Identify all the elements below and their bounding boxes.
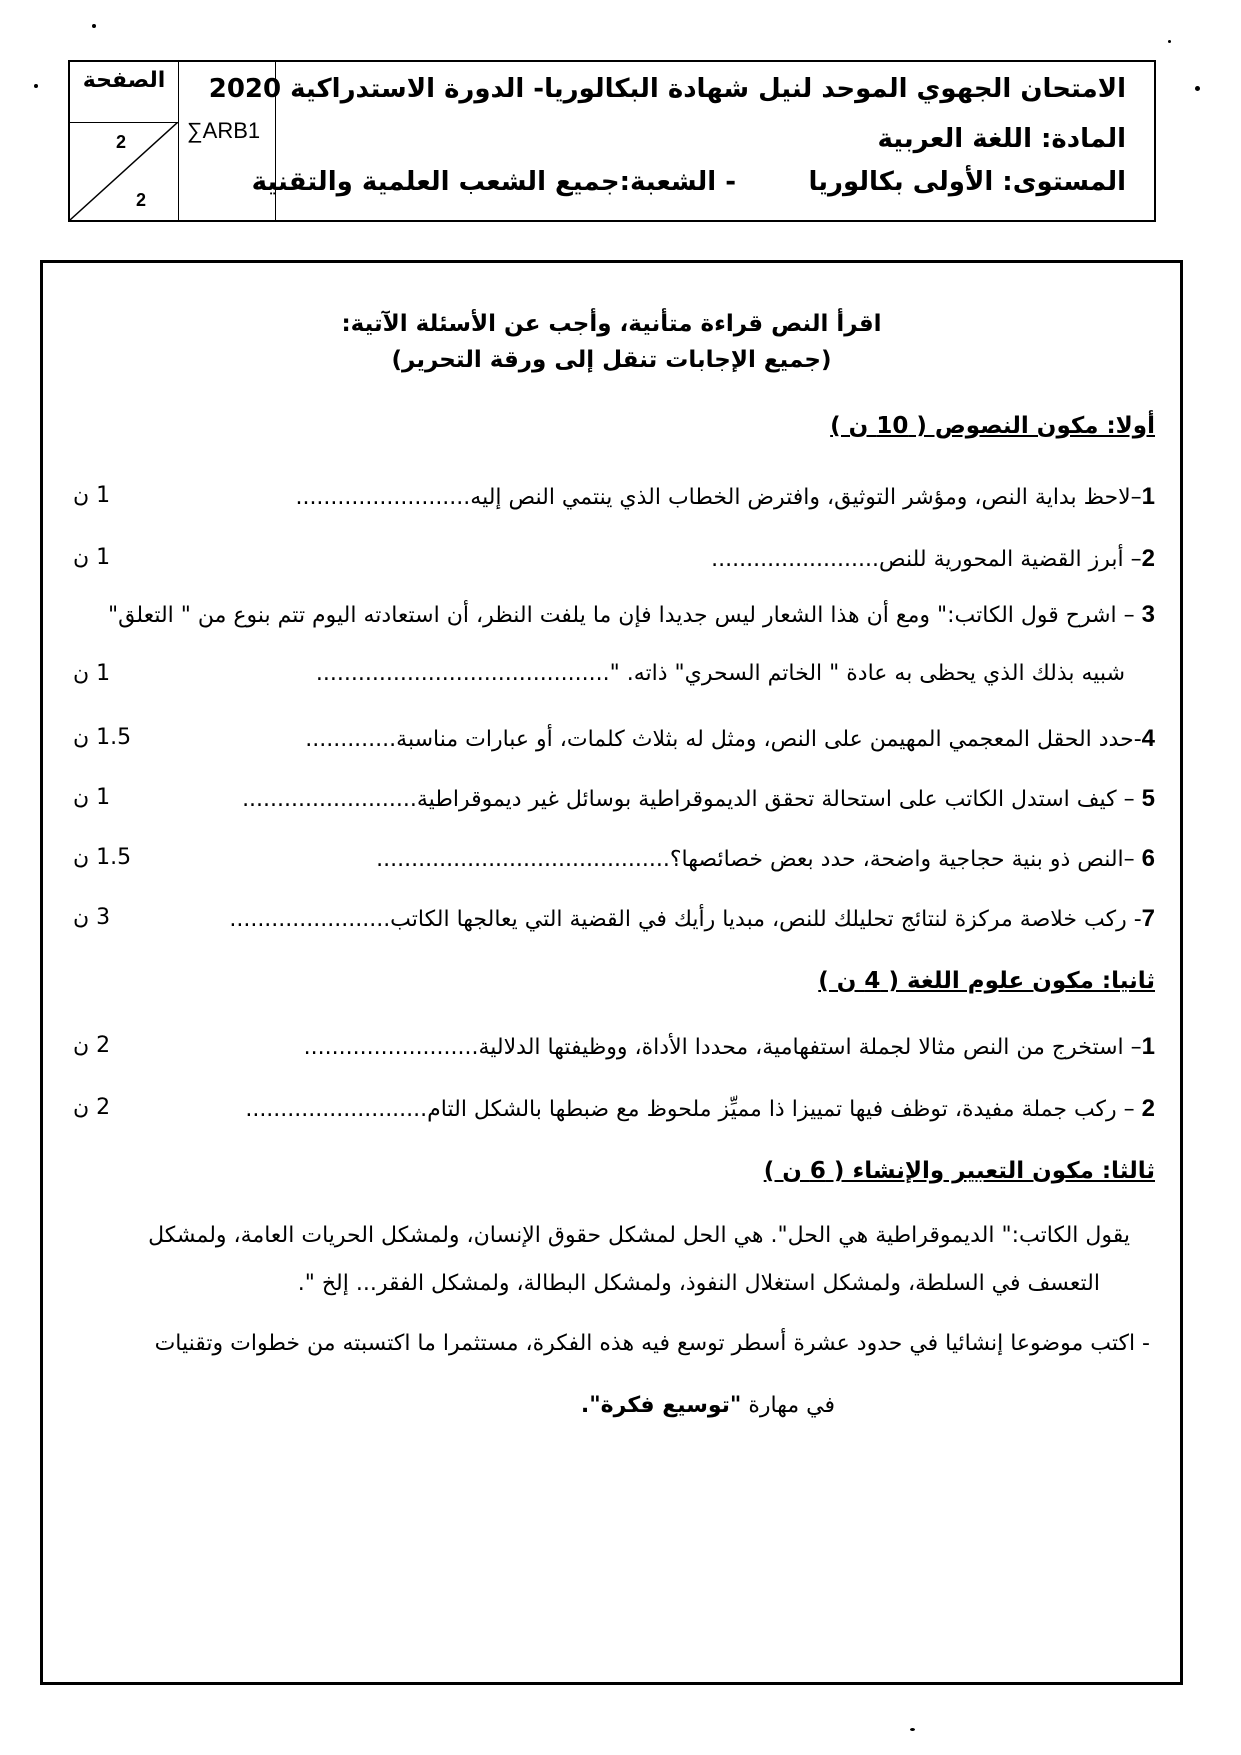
question-body: -حدد الحقل المعجمي المهيمن على النص، ومثل له بثلاث كلمات، أو عبارات مناسبة............. bbox=[305, 727, 1142, 752]
question-body: – اشرح قول الكاتب:" ومع أن هذا الشعار ليس جديدا فإن ما يلفت النظر، أن استعادته اليوم تتم بنوع من " التعلق" bbox=[107, 603, 1142, 628]
question-text bbox=[229, 905, 1155, 933]
task-line-2-prefix: في مهارة bbox=[741, 1393, 835, 1418]
question-text bbox=[316, 661, 1125, 686]
question-points: 3 ن bbox=[73, 905, 111, 930]
question-text bbox=[711, 545, 1155, 573]
question-points: 2 ن bbox=[73, 1033, 111, 1058]
skill-name: "توسيع فكرة". bbox=[580, 1393, 742, 1418]
question-points: 1 ن bbox=[73, 545, 111, 570]
question-points: 1.5 ن bbox=[73, 845, 132, 870]
scan-speck bbox=[34, 84, 38, 88]
page-number-cell bbox=[70, 62, 178, 220]
instruction-line-2: (جميع الإجابات تنقل إلى ورقة التحرير) bbox=[391, 347, 832, 373]
exam-code-cell bbox=[178, 62, 276, 220]
question-number: 3 bbox=[1141, 601, 1155, 628]
exam-title: الامتحان الجهوي الموحد لنيل شهادة البكالوريا- الدورة الاستدراكية 2020 bbox=[208, 74, 1126, 104]
task-line-1: - اكتب موضوعا إنشائيا في حدود عشرة أسطر توسع فيه هذه الفكرة، مستثمرا ما اكتسبته من خطوات وتقنيات bbox=[154, 1331, 1150, 1356]
question-row bbox=[73, 483, 1155, 517]
exam-body-frame bbox=[40, 260, 1183, 1685]
exam-header bbox=[68, 60, 1156, 222]
page-label: الصفحة bbox=[82, 68, 166, 93]
question-points: 1 ن bbox=[73, 661, 111, 686]
subject: المادة: اللغة العربية bbox=[877, 124, 1126, 154]
scan-speck bbox=[1168, 40, 1171, 43]
question-text bbox=[305, 725, 1155, 753]
question-row-continued bbox=[73, 661, 1155, 695]
question-body: –النص ذو بنية حجاجية واضحة، حدد بعض خصائصها؟.......................................... bbox=[376, 847, 1142, 872]
scan-speck bbox=[92, 24, 96, 28]
question-row bbox=[73, 905, 1155, 939]
question-body: شبيه بذلك الذي يحظى به عادة " الخاتم السحري" ذاته. ".......................................... bbox=[315, 661, 1125, 686]
question-text bbox=[242, 785, 1155, 813]
question-body: – استخرج من النص مثالا لجملة استفهامية، محددا الأداة، ووظيفتها الدلالية......................... bbox=[303, 1035, 1142, 1060]
question-points: 1 ن bbox=[73, 785, 111, 810]
scan-speck bbox=[910, 1728, 915, 1731]
quote-line-2: التعسف في السلطة، ولمشكل استغلال النفوذ، ولمشكل البطالة، ولمشكل الفقر... إلخ ". bbox=[297, 1271, 1100, 1296]
question-number: 4 bbox=[1141, 725, 1155, 752]
level: المستوى: الأولى بكالوريا bbox=[808, 167, 1126, 197]
question-row bbox=[73, 725, 1155, 759]
question-number: 2 bbox=[1141, 1095, 1155, 1122]
question-row bbox=[73, 545, 1155, 579]
question-number: 7 bbox=[1141, 905, 1155, 932]
question-body: - ركب خلاصة مركزة لنتائج تحليلك للنص، مبديا رأيك في القضية التي يعالجها الكاتب....................... bbox=[229, 907, 1142, 932]
question-number: 5 bbox=[1141, 785, 1155, 812]
task-line-2 bbox=[581, 1393, 835, 1418]
scan-speck bbox=[1195, 86, 1200, 91]
question-number: 1 bbox=[1141, 1033, 1155, 1060]
question-text bbox=[304, 1033, 1155, 1061]
question-text bbox=[108, 601, 1155, 629]
branch: - الشعبة:جميع الشعب العلمية والتقنية bbox=[251, 167, 736, 197]
quote-line-1: يقول الكاتب:" الديموقراطية هي الحل". هي الحل لمشكل حقوق الإنسان، ولمشكل الحريات العامة، ولمشكل bbox=[148, 1223, 1130, 1248]
question-number: 6 bbox=[1141, 845, 1155, 872]
section-2-title: ثانيا: مكون علوم اللغة ( 4 ن ) bbox=[818, 968, 1155, 994]
section-1-title: أولا: مكون النصوص ( 10 ن ) bbox=[830, 413, 1155, 439]
section-3-title: ثالثا: مكون التعبير والإنشاء ( 6 ن ) bbox=[763, 1158, 1155, 1184]
question-text bbox=[295, 483, 1155, 511]
question-text bbox=[376, 845, 1155, 873]
page-total: 2 bbox=[136, 190, 147, 210]
question-body: – أبرز القضية المحورية للنص........................ bbox=[711, 547, 1142, 572]
instruction-line-1: اقرأ النص قراءة متأنية، وأجب عن الأسئلة الآتية: bbox=[341, 311, 882, 337]
question-points: 1 ن bbox=[73, 483, 111, 508]
question-body: –لاحظ بداية النص، ومؤشر التوثيق، وافترض الخطاب الذي ينتمي النص إليه......................... bbox=[295, 485, 1142, 510]
question-points: 2 ن bbox=[73, 1095, 111, 1120]
question-number: 2 bbox=[1141, 545, 1155, 572]
question-points: 1.5 ن bbox=[73, 725, 132, 750]
page-current: 2 bbox=[116, 132, 127, 152]
question-row bbox=[73, 601, 1155, 635]
question-row bbox=[73, 1095, 1155, 1129]
exam-code: ∑ARB1 bbox=[187, 118, 261, 143]
question-number: 1 bbox=[1141, 483, 1155, 510]
question-row bbox=[73, 785, 1155, 819]
question-row bbox=[73, 1033, 1155, 1067]
question-body: – كيف استدل الكاتب على استحالة تحقق الديموقراطية بوسائل غير ديموقراطية......................... bbox=[242, 787, 1142, 812]
question-text bbox=[245, 1095, 1155, 1123]
question-row bbox=[73, 845, 1155, 879]
question-body: – ركب جملة مفيدة، توظف فيها تمييزا ذا مميِّز ملحوظ مع ضبطها بالشكل التام.......................... bbox=[245, 1097, 1142, 1122]
